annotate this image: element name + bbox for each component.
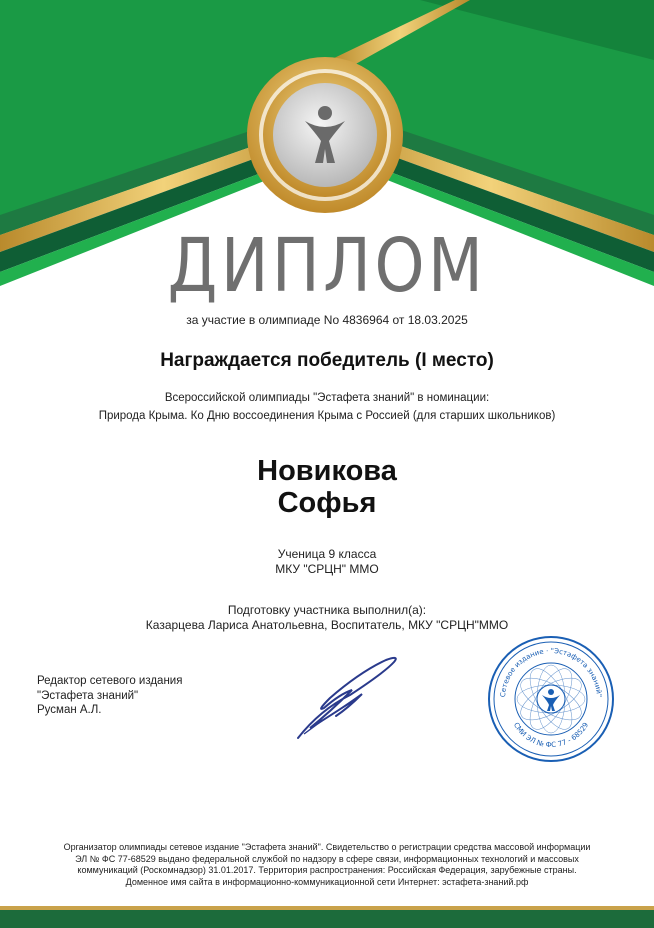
teacher-name: Казарцева Лариса Анатольевна, Воспитатель, МКУ "СРЦН"ММО	[145, 618, 509, 632]
editor-info	[37, 674, 182, 718]
publisher-stamp	[487, 635, 615, 763]
medal-emblem	[245, 55, 405, 215]
editor-line-3: Русман А.Л.	[37, 704, 102, 716]
olympiad-line-2: Природа Крыма. Ко Дню воссоединения Крыма с Россией (для старших школьников)	[98, 410, 556, 422]
signature	[290, 650, 402, 745]
stamp-top-text: Сетевое издание · "Эстафета знаний"	[498, 646, 603, 698]
editor-line-1: Редактор сетевого издания	[37, 675, 183, 687]
diploma-title: ДИПЛОМ	[167, 223, 487, 309]
award-heading: Награждается победитель (I место)	[160, 350, 494, 371]
olympiad-line-1: Всероссийской олимпиады "Эстафета знаний" в номинации:	[164, 392, 490, 404]
winner-school: МКУ "СРЦН" ММО	[275, 562, 379, 576]
stamp-bottom-text: СМИ ЭЛ № ФС 77 - 68529	[511, 721, 591, 750]
teacher-info	[0, 603, 654, 633]
winner-surname: Новикова	[257, 455, 397, 487]
bottom-green-stripe	[0, 910, 654, 928]
winner-grade: Ученица 9 класса	[277, 547, 377, 561]
footer-legal-text: Организатор олимпиады сетевое издание "Эстафета знаний". Свидетельство о регистрации средства массовой информации ЭЛ № ФС 77-68529 выдано федеральной службой по надзору в сфере связи, информационных технологий и массовых коммуникаций (Роскомнадзор) 31.01.2017. Территория распространения: Российская Федерация, зарубежные страны. Доменное имя сайта в информационно-коммуникационной сети Интернет: эстафета-знаний.рф	[63, 842, 591, 887]
bottom-bar	[0, 906, 654, 928]
olympiad-nomination	[20, 389, 634, 425]
winner-info	[0, 547, 654, 577]
winner-name	[0, 455, 654, 519]
olympiad-number: за участие в олимпиаде No 4836964 от 18.03.2025	[186, 313, 468, 327]
teacher-label: Подготовку участника выполнил(а):	[227, 603, 427, 617]
winner-first-name: Софья	[277, 487, 377, 519]
editor-line-2: "Эстафета знаний"	[37, 689, 139, 702]
